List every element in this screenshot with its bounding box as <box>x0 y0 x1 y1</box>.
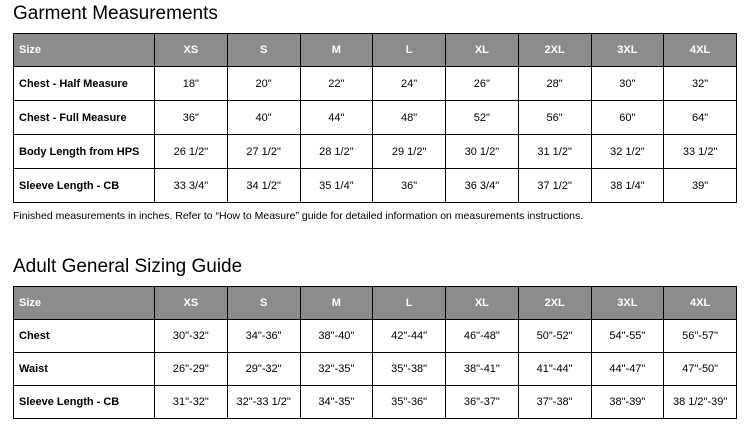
table-cell: 32 1/2" <box>591 135 664 169</box>
table-cell: 38"-40" <box>300 320 373 353</box>
table-cell: 28" <box>518 67 591 101</box>
column-header-l: L <box>373 34 446 67</box>
column-header-s: S <box>227 34 300 67</box>
table-cell: 44" <box>300 101 373 135</box>
row-label: Chest - Half Measure <box>14 67 155 101</box>
table-cell: 33 3/4" <box>155 169 228 203</box>
column-header-2xl: 2XL <box>518 287 591 320</box>
column-header-size: Size <box>14 34 155 67</box>
row-label: Sleeve Length - CB <box>14 386 155 419</box>
sizing-guide-title: Adult General Sizing Guide <box>13 256 243 277</box>
table-cell: 46"-48" <box>446 320 519 353</box>
table-cell: 47"-50" <box>664 353 737 386</box>
table-cell: 30"-32" <box>155 320 228 353</box>
table-cell: 32" <box>664 67 737 101</box>
table-cell: 18" <box>155 67 228 101</box>
column-header-size: Size <box>14 287 155 320</box>
table-cell: 35"-38" <box>373 353 446 386</box>
row-label: Chest <box>14 320 155 353</box>
table-cell: 39" <box>664 169 737 203</box>
column-header-3xl: 3XL <box>591 287 664 320</box>
table-cell: 54"-55" <box>591 320 664 353</box>
table-cell: 36 3/4" <box>446 169 519 203</box>
table-cell: 30 1/2" <box>446 135 519 169</box>
column-header-l: L <box>373 287 446 320</box>
garment-measurements-title: Garment Measurements <box>13 3 218 24</box>
table-cell: 26 1/2" <box>155 135 228 169</box>
column-header-3xl: 3XL <box>591 34 664 67</box>
sizing-guide-table <box>13 286 737 419</box>
table-cell: 26"-29" <box>155 353 228 386</box>
table-cell: 29"-32" <box>227 353 300 386</box>
table-cell: 34"-36" <box>227 320 300 353</box>
row-label: Body Length from HPS <box>14 135 155 169</box>
column-header-2xl: 2XL <box>518 34 591 67</box>
row-label: Chest - Full Measure <box>14 101 155 135</box>
table-cell: 42"-44" <box>373 320 446 353</box>
table-cell: 22" <box>300 67 373 101</box>
table-header-row <box>14 287 737 320</box>
table-cell: 20" <box>227 67 300 101</box>
column-header-xs: XS <box>155 287 228 320</box>
row-label: Waist <box>14 353 155 386</box>
table-cell: 40" <box>227 101 300 135</box>
column-header-4xl: 4XL <box>664 287 737 320</box>
table-cell: 56"-57" <box>664 320 737 353</box>
table-row <box>14 386 737 419</box>
table-cell: 37"-38" <box>518 386 591 419</box>
column-header-s: S <box>227 287 300 320</box>
table-cell: 44"-47" <box>591 353 664 386</box>
table-cell: 36"-37" <box>446 386 519 419</box>
table-cell: 35"-36" <box>373 386 446 419</box>
table-cell: 35 1/4" <box>300 169 373 203</box>
table-cell: 32"-33 1/2" <box>227 386 300 419</box>
table-cell: 37 1/2" <box>518 169 591 203</box>
table-cell: 28 1/2" <box>300 135 373 169</box>
garment-measurements-table <box>13 33 737 203</box>
table-cell: 24" <box>373 67 446 101</box>
table-cell: 32"-35" <box>300 353 373 386</box>
table-cell: 50"-52" <box>518 320 591 353</box>
table-row <box>14 320 737 353</box>
table-row <box>14 353 737 386</box>
table-cell: 48" <box>373 101 446 135</box>
table-cell: 52" <box>446 101 519 135</box>
column-header-4xl: 4XL <box>664 34 737 67</box>
table-cell: 29 1/2" <box>373 135 446 169</box>
column-header-xs: XS <box>155 34 228 67</box>
table-row <box>14 135 737 169</box>
table-cell: 27 1/2" <box>227 135 300 169</box>
column-header-xl: XL <box>446 34 519 67</box>
table-cell: 60" <box>591 101 664 135</box>
column-header-xl: XL <box>446 287 519 320</box>
table-cell: 30" <box>591 67 664 101</box>
table-cell: 31 1/2" <box>518 135 591 169</box>
table-cell: 33 1/2" <box>664 135 737 169</box>
table-cell: 38"-39" <box>591 386 664 419</box>
table-cell: 38"-41" <box>446 353 519 386</box>
table-cell: 64" <box>664 101 737 135</box>
table-cell: 34 1/2" <box>227 169 300 203</box>
table-header-row <box>14 34 737 67</box>
table-cell: 34"-35" <box>300 386 373 419</box>
measurement-note: Finished measurements in inches. Refer to “How to Measure” guide for detailed information on measurements instructions. <box>13 210 584 222</box>
table-cell: 36" <box>373 169 446 203</box>
table-row <box>14 101 737 135</box>
table-cell: 26" <box>446 67 519 101</box>
table-cell: 38 1/4" <box>591 169 664 203</box>
row-label: Sleeve Length - CB <box>14 169 155 203</box>
table-cell: 36" <box>155 101 228 135</box>
table-cell: 31"-32" <box>155 386 228 419</box>
table-cell: 41"-44" <box>518 353 591 386</box>
table-row <box>14 169 737 203</box>
column-header-m: M <box>300 287 373 320</box>
table-cell: 38 1/2"-39" <box>664 386 737 419</box>
table-cell: 56" <box>518 101 591 135</box>
table-row <box>14 67 737 101</box>
column-header-m: M <box>300 34 373 67</box>
